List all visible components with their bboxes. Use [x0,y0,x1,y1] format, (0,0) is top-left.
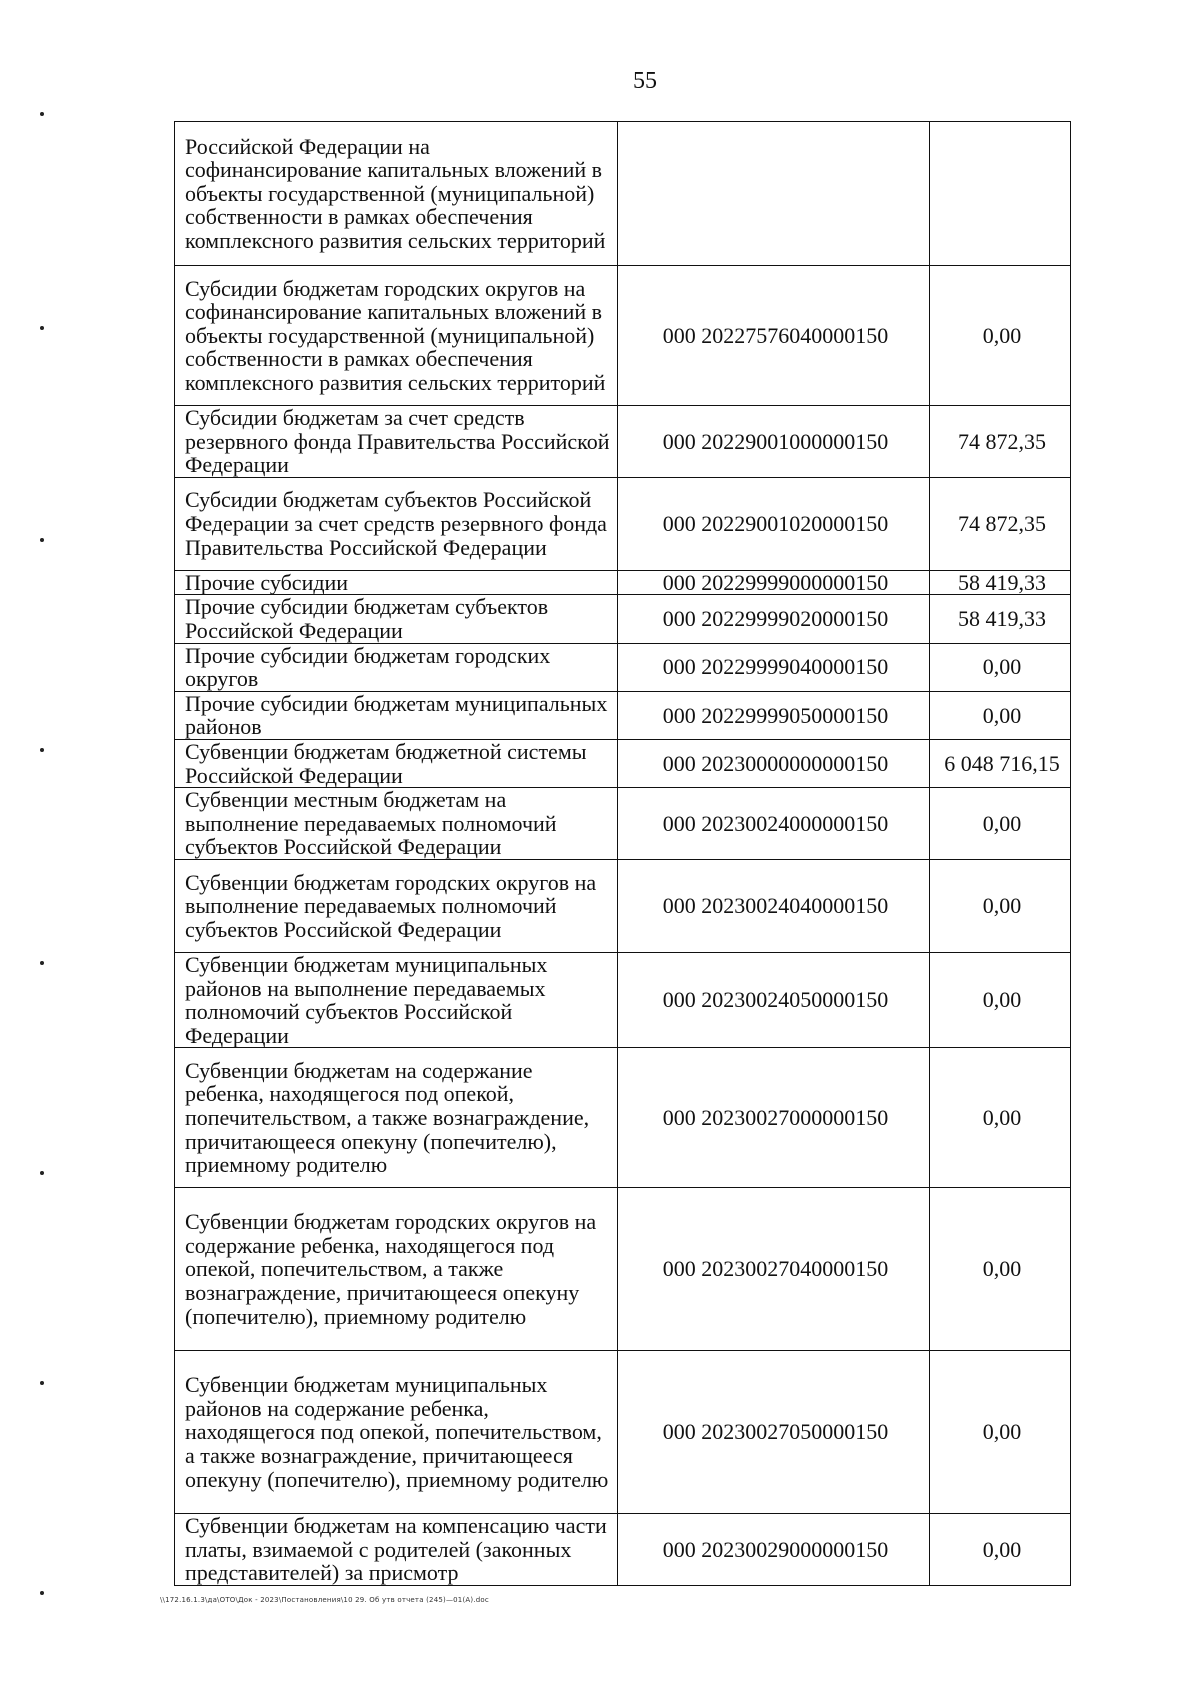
budget-code-cell: 000 20230000000000150 [618,739,930,787]
budget-code-cell: 000 20230027040000150 [618,1188,930,1351]
table-row [175,691,1071,739]
table-row [175,266,1071,406]
table-row [175,643,1071,691]
table-row [175,570,1071,595]
budget-code-cell: 000 20229999000000150 [618,570,930,595]
row-name-cell: Субвенции бюджетам городских округов на выполнение передаваемых полномочий субъектов Российской Федерации [175,859,618,952]
margin-mark [40,1381,44,1385]
row-name-cell: Субвенции местным бюджетам на выполнение передаваемых полномочий субъектов Российской Федерации [175,788,618,860]
row-name-cell: Субсидии бюджетам субъектов Российской Федерации за счет средств резервного фонда Правительства Российской Федерации [175,477,618,570]
budget-code-cell: 000 20229999020000150 [618,595,930,643]
budget-code-cell: 000 20230024000000150 [618,788,930,860]
budget-table-body [175,122,1071,1586]
row-name-cell: Субсидии бюджетам за счет средств резервного фонда Правительства Российской Федерации [175,406,618,478]
page-number: 55 [633,68,657,94]
table-row [175,122,1071,266]
amount-cell: 0,00 [930,1351,1071,1514]
margin-mark [40,1591,44,1595]
file-path-footer: \\172.16.1.3\да\ОТО\Док - 2023\Постановления\10 29. Об утв отчета (245)—01(А).doc [160,1596,489,1604]
table-row [175,1514,1071,1586]
amount-cell: 58 419,33 [930,595,1071,643]
budget-code-cell: 000 20229999050000150 [618,691,930,739]
row-name-cell: Прочие субсидии бюджетам муниципальных районов [175,691,618,739]
budget-code-cell: 000 20230027050000150 [618,1351,930,1514]
row-name-cell: Прочие субсидии бюджетам городских округов [175,643,618,691]
margin-mark [40,1171,44,1175]
row-name-cell: Субвенции бюджетам на компенсацию части платы, взимаемой с родителей (законных представителей) за присмотр [175,1514,618,1586]
table-row [175,1351,1071,1514]
row-name-cell: Прочие субсидии бюджетам субъектов Российской Федерации [175,595,618,643]
table-row [175,477,1071,570]
margin-mark [40,961,44,965]
budget-code-cell: 000 20229001000000150 [618,406,930,478]
budget-code-cell: 000 20227576040000150 [618,266,930,406]
amount-cell: 0,00 [930,859,1071,952]
amount-cell [930,122,1071,266]
row-name-cell: Субвенции бюджетам муниципальных районов на содержание ребенка, находящегося под опекой, попечительством, а также вознаграждение, причитающееся опекуну (попечителю), приемному родителю [175,1351,618,1514]
budget-code-cell: 000 20230024040000150 [618,859,930,952]
row-name-cell: Российской Федерации на софинансирование капитальных вложений в объекты государственной (муниципальной) собственности в рамках обеспечения комплексного развития сельских территорий [175,122,618,266]
budget-code-cell [618,122,930,266]
row-name-cell: Субвенции бюджетам на содержание ребенка, находящегося под опекой, попечительством, а также вознаграждение, причитающееся опекуну (попечителю), приемному родителю [175,1048,618,1188]
amount-cell: 0,00 [930,952,1071,1047]
budget-table [174,121,1071,1586]
budget-code-cell: 000 20230029000000150 [618,1514,930,1586]
table-row [175,595,1071,643]
row-name-cell: Субвенции бюджетам муниципальных районов на выполнение передаваемых полномочий субъектов Российской Федерации [175,952,618,1047]
row-name-cell: Прочие субсидии [175,570,618,595]
amount-cell: 74 872,35 [930,406,1071,478]
amount-cell: 0,00 [930,266,1071,406]
amount-cell: 0,00 [930,1048,1071,1188]
row-name-cell: Субвенции бюджетам городских округов на содержание ребенка, находящегося под опекой, попечительством, а также вознаграждение, причитающееся опекуну (попечителю), приемному родителю [175,1188,618,1351]
budget-code-cell: 000 20229001020000150 [618,477,930,570]
budget-code-cell: 000 20229999040000150 [618,643,930,691]
row-name-cell: Субсидии бюджетам городских округов на софинансирование капитальных вложений в объекты государственной (муниципальной) собственности в рамках обеспечения комплексного развития сельских территорий [175,266,618,406]
amount-cell: 0,00 [930,643,1071,691]
table-row [175,1188,1071,1351]
amount-cell: 6 048 716,15 [930,739,1071,787]
amount-cell: 0,00 [930,1514,1071,1586]
table-row [175,952,1071,1047]
amount-cell: 0,00 [930,1188,1071,1351]
amount-cell: 0,00 [930,788,1071,860]
margin-mark [40,748,44,752]
amount-cell: 0,00 [930,691,1071,739]
amount-cell: 74 872,35 [930,477,1071,570]
budget-code-cell: 000 20230027000000150 [618,1048,930,1188]
table-row [175,859,1071,952]
budget-code-cell: 000 20230024050000150 [618,952,930,1047]
row-name-cell: Субвенции бюджетам бюджетной системы Российской Федерации [175,739,618,787]
table-row [175,406,1071,478]
table-row [175,739,1071,787]
margin-mark [40,112,44,116]
table-row [175,788,1071,860]
margin-mark [40,538,44,542]
table-row [175,1048,1071,1188]
amount-cell: 58 419,33 [930,570,1071,595]
margin-mark [40,326,44,330]
